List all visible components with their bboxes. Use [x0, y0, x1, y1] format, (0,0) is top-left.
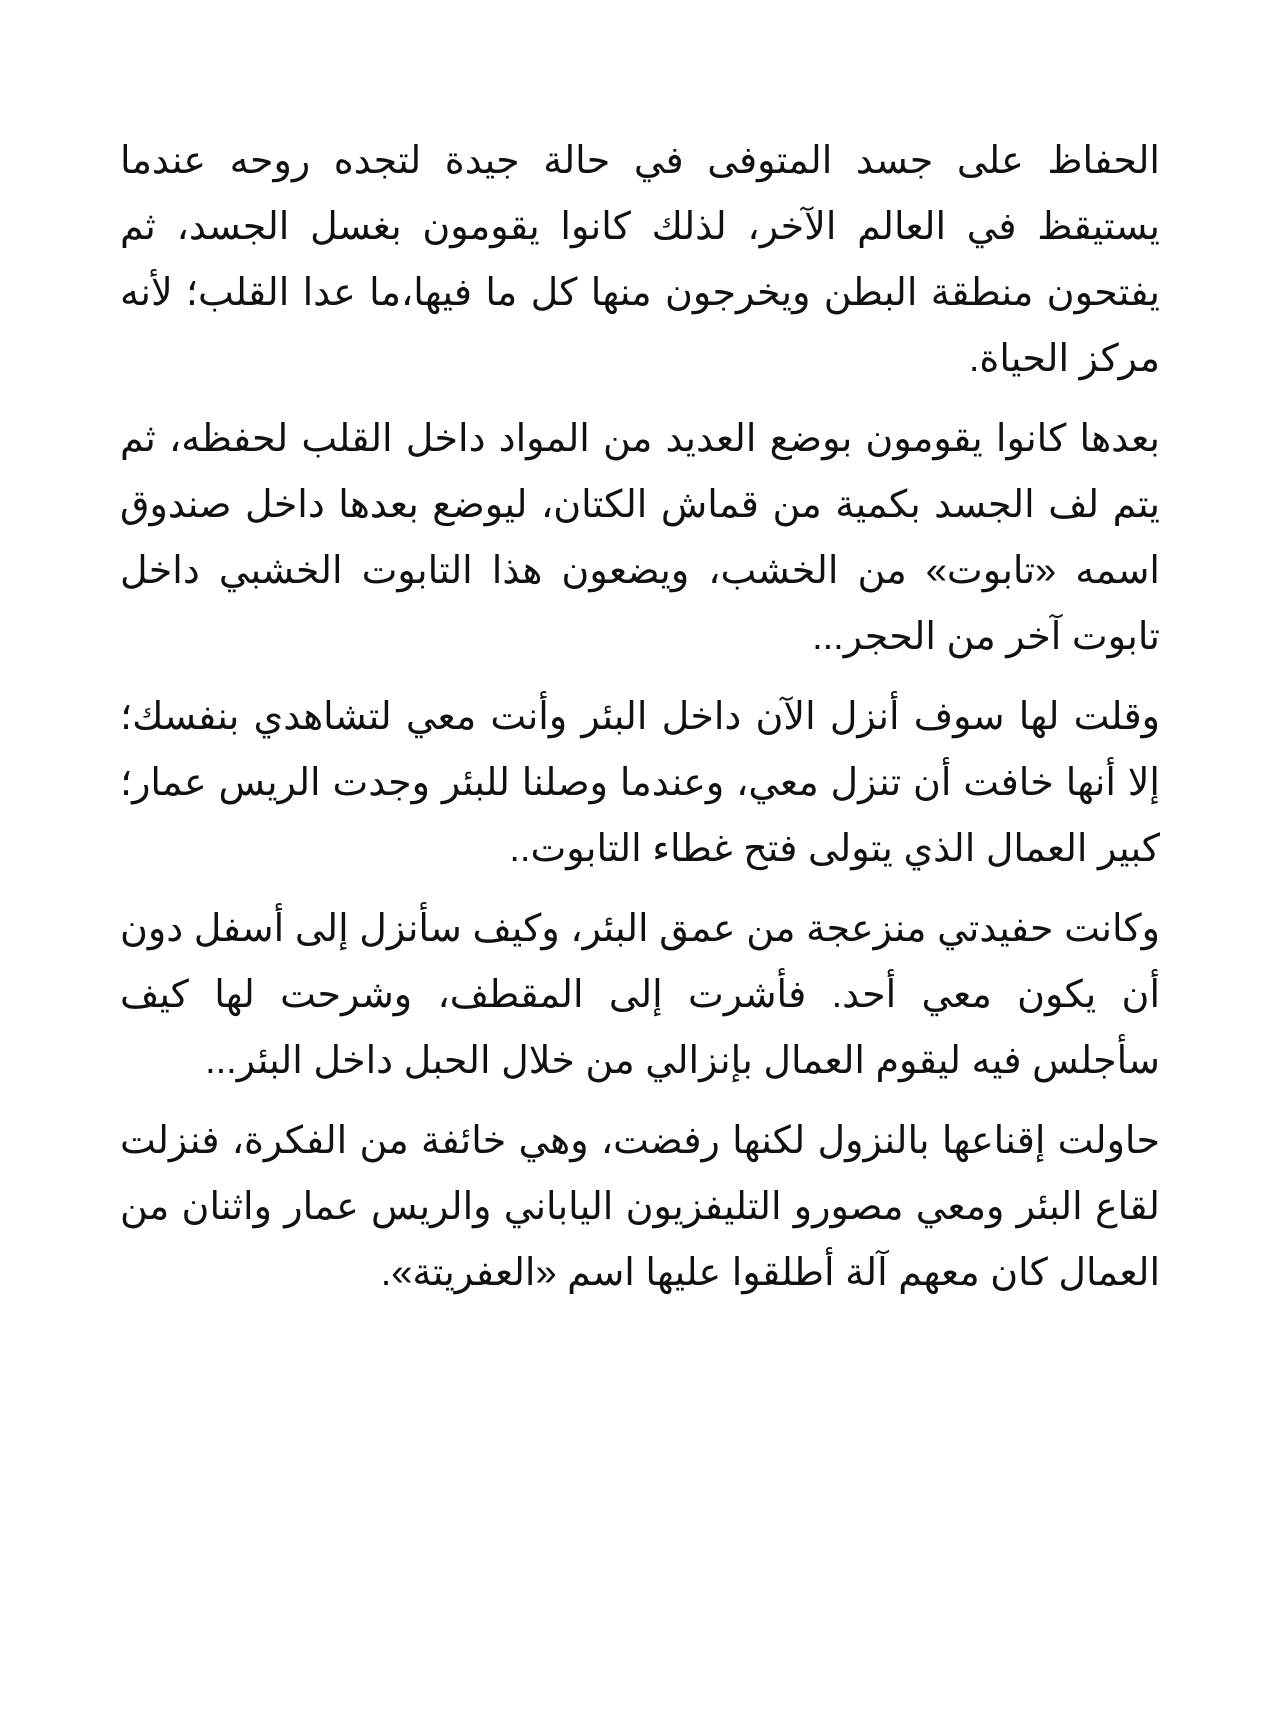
- paragraph-5: حاولت إقناعها بالنزول لكنها رفضت، وهي خائفة من الفكرة، فنزلت لقاع البئر ومعي مصورو التليفزيون الياباني والريس عمار واثنان من العمال كان معهم آلة أطلقوا عليها اسم «العفريتة».: [120, 1120, 1160, 1294]
- body-text: [120, 128, 1160, 1320]
- paragraph-1: الحفاظ على جسد المتوفى في حالة جيدة لتجده روحه عندما يستيقظ في العالم الآخر، لذلك كانوا يقومون بغسل الجسد، ثم يفتحون منطقة البطن ويخرجون منها كل ما فيها،ما عدا القلب؛ لأنه مركز الحياة.: [120, 140, 1160, 380]
- paragraph-4: وكانت حفيدتي منزعجة من عمق البئر، وكيف سأنزل إلى أسفل دون أن يكون معي أحد. فأشرت إلى المقطف، وشرحت لها كيف سأجلس فيه ليقوم العمال بإنزالي من خلال الحبل داخل البئر...: [120, 908, 1160, 1082]
- paragraph-3: وقلت لها سوف أنزل الآن داخل البئر وأنت معي لتشاهدي بنفسك؛ إلا أنها خافت أن تنزل معي، وعندما وصلنا للبئر وجدت الريس عمار؛ كبير العمال الذي يتولى فتح غطاء التابوت..: [120, 696, 1160, 870]
- paragraph-2: بعدها كانوا يقومون بوضع العديد من المواد داخل القلب لحفظه، ثم يتم لف الجسد بكمية من قماش الكتان، ليوضع بعدها داخل صندوق اسمه «تابوت» من الخشب، ويضعون هذا التابوت الخشبي داخل تابوت آخر من الحجر...: [120, 418, 1160, 658]
